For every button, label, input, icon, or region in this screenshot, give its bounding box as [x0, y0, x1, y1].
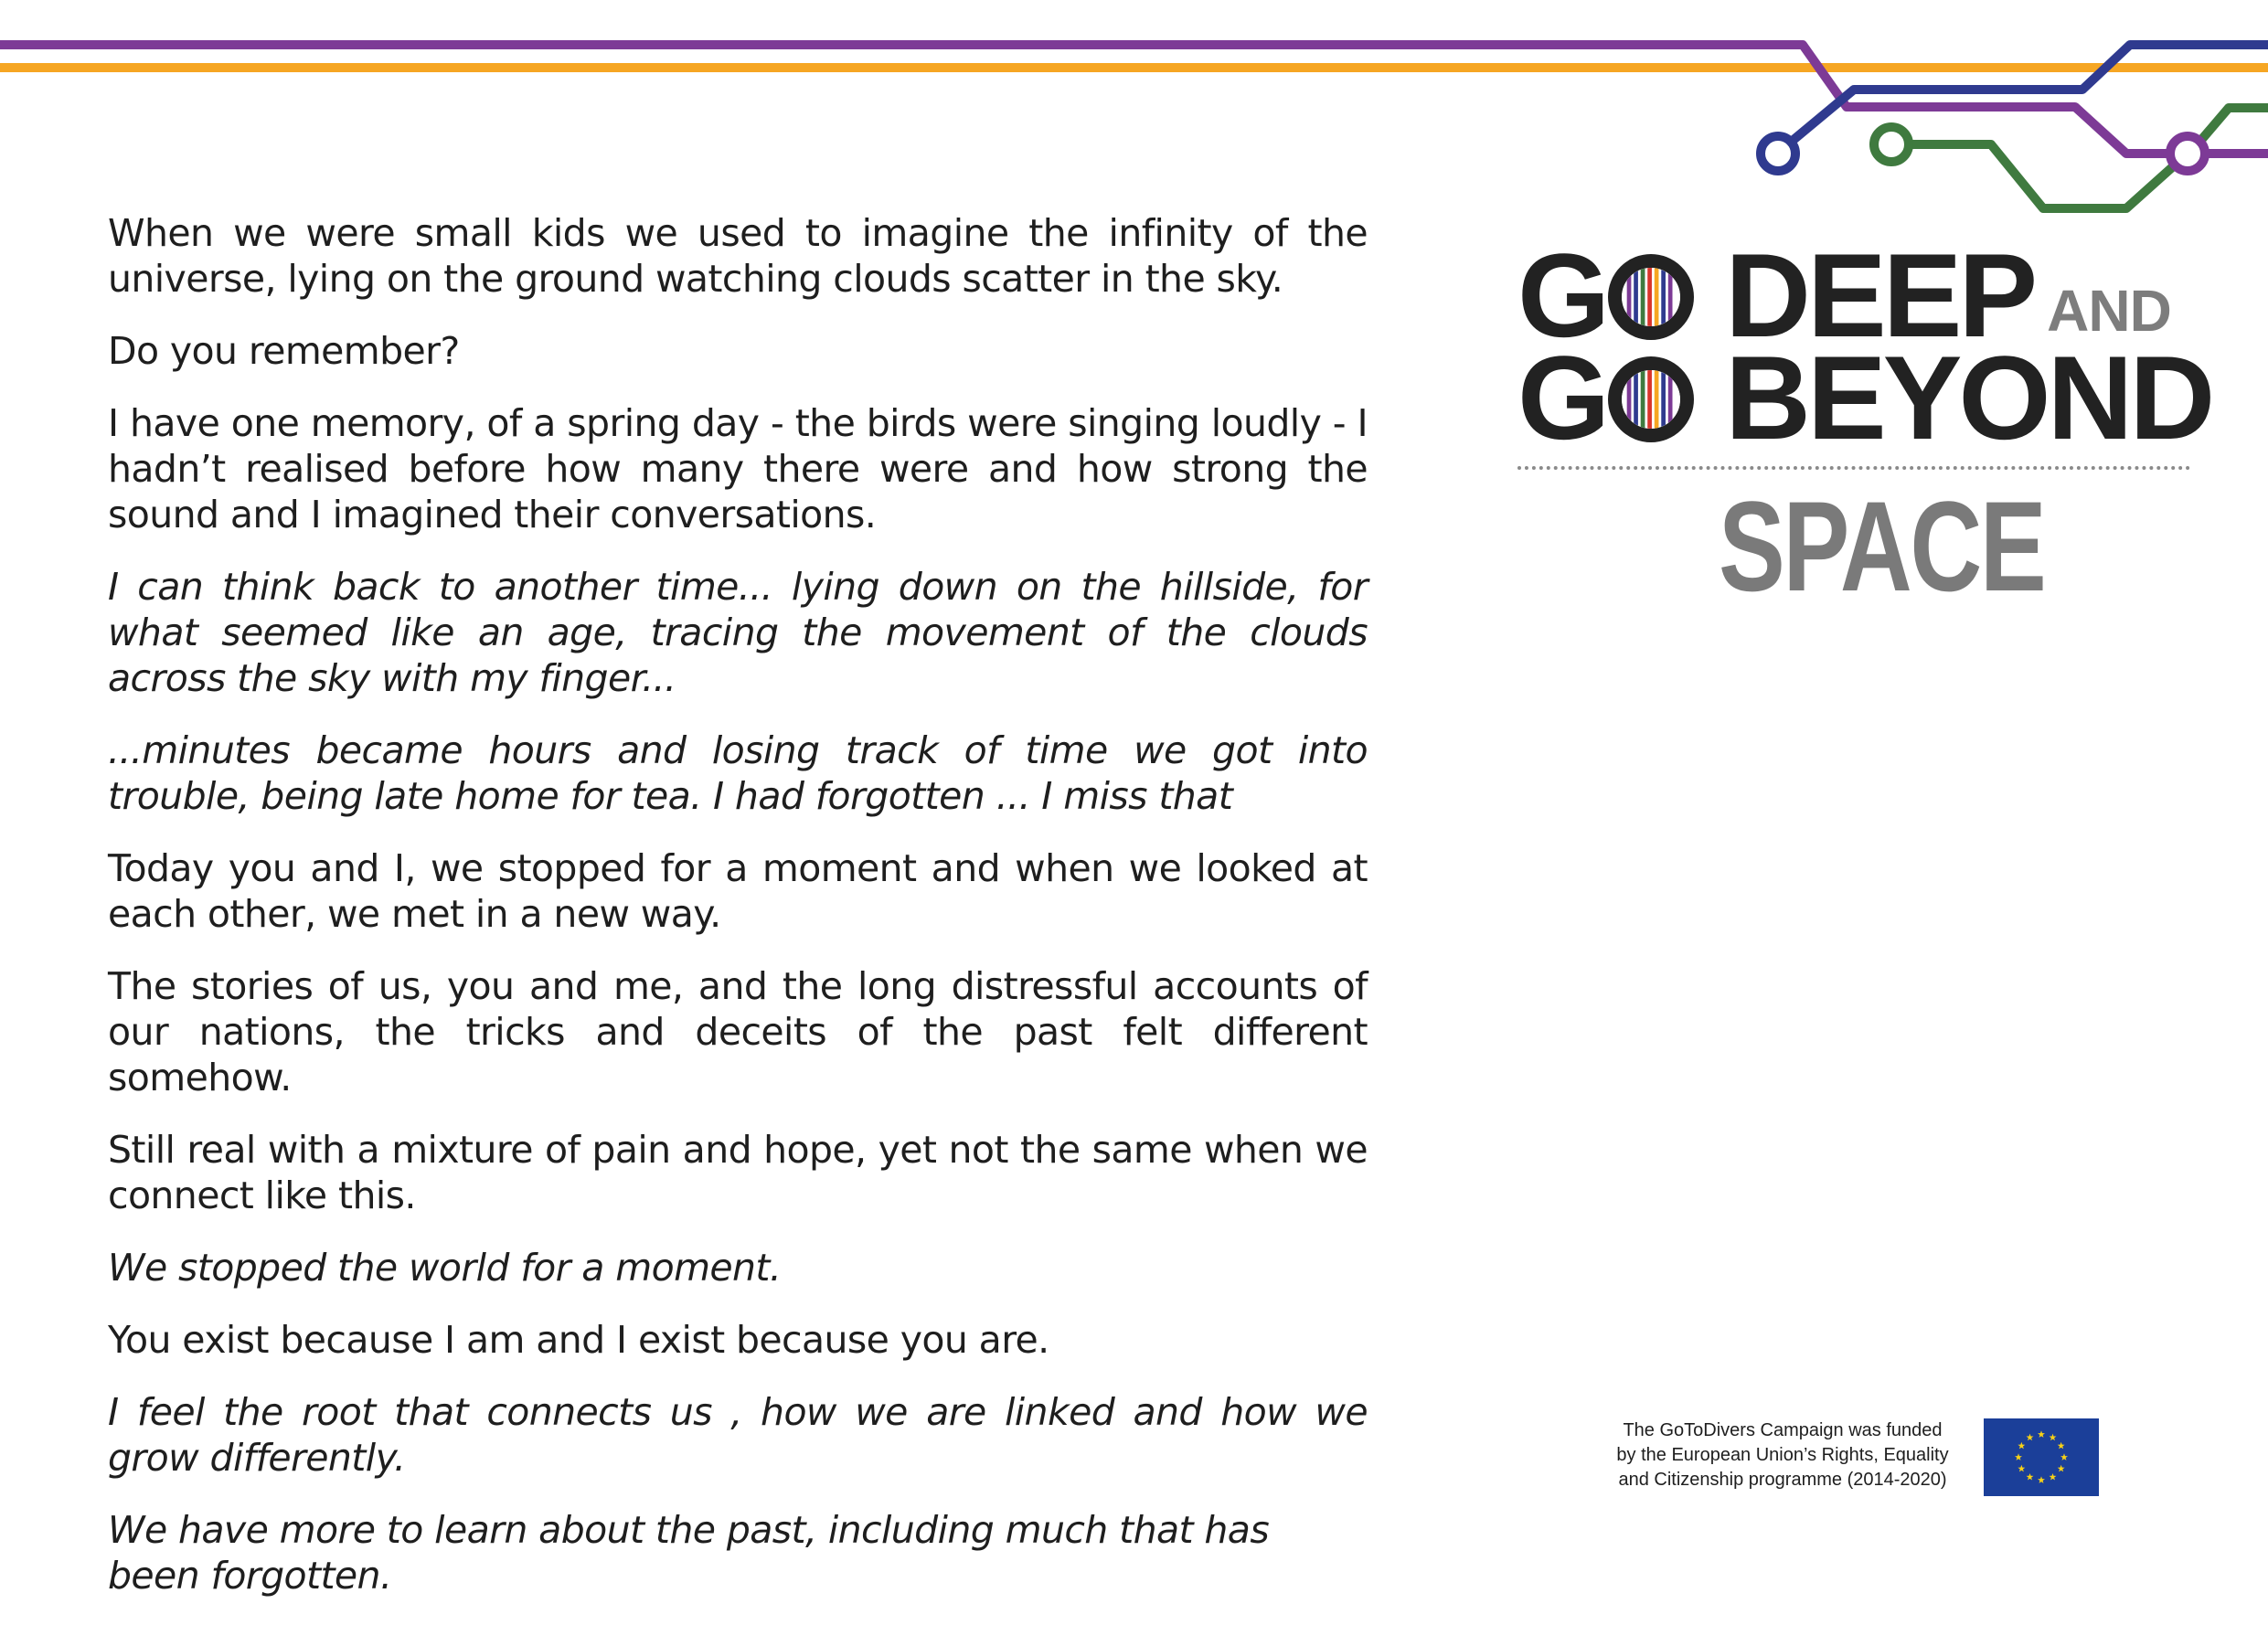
- poem-paragraph-italic: ...minutes became hours and losing track of time we got into trouble, being late home for tea. I had forgotten ... I miss that: [108, 728, 1368, 818]
- poem-paragraph: The stories of us, you and me, and the long distressful accounts of our nations, the tricks and deceits of the past felt different somehow.: [108, 964, 1368, 1099]
- logo-dotted-divider: [1517, 466, 2190, 470]
- funding-line: and Citizenship programme (2014-2020): [1618, 1470, 1947, 1490]
- header-transit-lines: [0, 0, 2268, 238]
- logo-word-beyond: BEYOND: [1725, 331, 2212, 464]
- poem-paragraph-italic: I feel the root that connects us , how we are linked and how we grow differently.: [108, 1390, 1368, 1480]
- poem-paragraph: Do you remember?: [108, 329, 460, 373]
- poem-paragraph-italic: I can think back to another time... lying down on the hillside, for what seemed like an age, tracing the movement of the clouds across the sky with my finger...: [108, 565, 1368, 700]
- poem-body: [108, 210, 1368, 1625]
- logo-letter-g: G: [1517, 228, 1607, 362]
- navy-station: [1761, 136, 1795, 171]
- poem-paragraph: When we were small kids we used to imagine the infinity of the universe, lying on the ground watching clouds scatter in the sky.: [108, 211, 1368, 301]
- poem-paragraph-italic: We stopped the world for a moment.: [108, 1246, 782, 1290]
- logo-word-space: SPACE: [1719, 474, 2045, 618]
- logo-row-go-beyond: [1517, 331, 2212, 464]
- funding-statement: [1591, 1418, 1975, 1492]
- logo-word-deep: DEEP: [1725, 228, 2035, 362]
- funding-line: by the European Union’s Rights, Equality: [1616, 1445, 1949, 1465]
- eu-flag-icon: [1984, 1418, 2099, 1496]
- poem-paragraph: You exist because I am and I exist because you are.: [108, 1318, 1049, 1362]
- logo-letter-g: G: [1517, 331, 1607, 464]
- striped-o-icon: [1608, 356, 1694, 442]
- purple-station: [2170, 136, 2205, 171]
- poem-paragraph: Still real with a mixture of pain and hope, yet not the same when we connect like this.: [108, 1128, 1368, 1217]
- logo-word-and: AND: [2047, 278, 2171, 344]
- funding-line: The GoToDivers Campaign was funded: [1623, 1420, 1943, 1440]
- poem-paragraph: Today you and I, we stopped for a moment and when we looked at each other, we met in a new way.: [108, 846, 1368, 936]
- poem-paragraph-italic: We have more to learn about the past, including much that has been forgotten.: [108, 1508, 1270, 1598]
- go-deep-go-beyond-logo: [1517, 228, 2212, 620]
- poem-paragraph: I have one memory, of a spring day - the birds were singing loudly - I hadn’t realised before how many there were and how strong the sound and I imagined their conversations.: [108, 401, 1368, 536]
- purple-line: [0, 45, 2268, 154]
- green-station: [1874, 127, 1909, 162]
- striped-o-icon: [1608, 254, 1694, 340]
